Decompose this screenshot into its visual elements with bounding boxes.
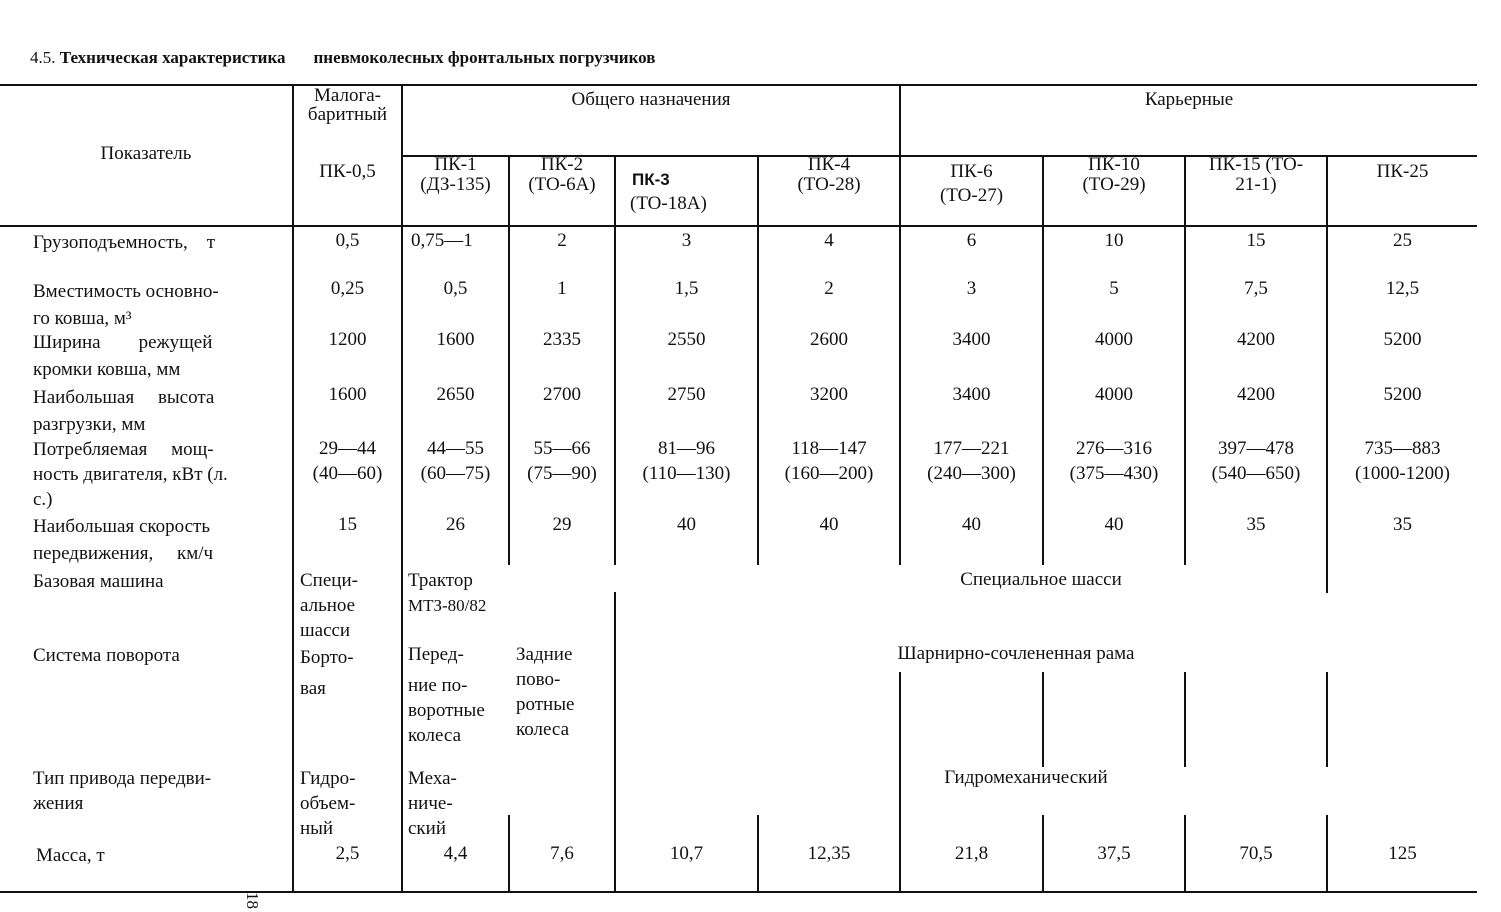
- model-pk-6: ПК-6 (ТО-27): [939, 161, 1004, 206]
- page-number: 18: [243, 892, 262, 909]
- cell-capacity-1: 0,5: [335, 230, 360, 251]
- cell-bucket-5: 2: [824, 278, 834, 299]
- cell-height-3: 2700: [543, 384, 581, 405]
- turn-value-small: Борто- вая: [300, 647, 354, 699]
- cell-speed-5: 40: [819, 514, 839, 535]
- cell-height-4: 2750: [667, 384, 706, 405]
- cell-line: (240—300): [927, 463, 1016, 484]
- base-value-special-chassis: Специальное шасси: [960, 569, 1122, 590]
- cell-bucket-8: 7,5: [1244, 278, 1268, 299]
- cell-line: (75—90): [527, 463, 597, 484]
- col-divider-3a: [508, 155, 510, 565]
- cell-mass-9: 125: [1388, 843, 1417, 864]
- cell-bucket-7: 5: [1109, 278, 1119, 299]
- cell-line: 44—55: [427, 438, 484, 459]
- model-pk-10: ПК-10 (ТО-29): [1082, 154, 1146, 195]
- cell-height-6: 3400: [952, 384, 991, 405]
- cell-line: 118—147: [791, 438, 867, 459]
- model-pk-1: ПК-1 (ДЗ-135): [420, 154, 491, 195]
- cell-line: (1000-1200): [1355, 463, 1450, 484]
- row-label-base: Базовая машина: [33, 571, 164, 592]
- model-pk-0-5: ПК-0,5: [319, 161, 376, 182]
- col-divider-1: [292, 84, 294, 892]
- cell-width-3: 2335: [543, 329, 581, 350]
- cell-bucket-9: 12,5: [1385, 278, 1420, 299]
- cell-line: 735—883: [1364, 438, 1441, 459]
- cell-capacity-5: 4: [824, 230, 834, 251]
- col-divider-8b: [1184, 672, 1186, 767]
- col-divider-8a: [1184, 155, 1186, 565]
- base-value-small: Специ- альное шасси: [300, 570, 358, 641]
- cell-power-2: [403, 436, 508, 486]
- row-label-capacity: Грузоподъемность, т: [33, 232, 216, 253]
- cell-capacity-7: 10: [1104, 230, 1124, 251]
- cell-capacity-8: 15: [1246, 230, 1266, 251]
- cell-capacity-2: 0,75—1: [411, 230, 473, 251]
- cell-speed-4: 40: [677, 514, 696, 535]
- cell-power-9: [1328, 436, 1477, 486]
- cell-line: 276—316: [1076, 438, 1152, 459]
- cell-power-7: [1044, 436, 1184, 486]
- col-divider-6a: [899, 84, 901, 565]
- cell-width-9: 5200: [1383, 329, 1422, 350]
- cell-speed-8: 35: [1246, 514, 1266, 535]
- cell-bucket-1: 0,25: [330, 278, 365, 299]
- header-group-general: Общего назначения: [571, 89, 731, 110]
- cell-power-6: [901, 436, 1042, 486]
- cell-bucket-4: 1,5: [674, 278, 699, 299]
- model-pk-25: ПК-25: [1376, 161, 1429, 182]
- cell-power-4: [616, 436, 757, 486]
- cell-capacity-9: 25: [1393, 230, 1412, 251]
- row-label-bucket: Вместимость основно- го ковша, м³: [33, 281, 219, 329]
- cell-height-7: 4000: [1095, 384, 1133, 405]
- cell-height-8: 4200: [1237, 384, 1275, 405]
- cell-bucket-2: 0,5: [443, 278, 468, 299]
- caption-number: 4.5.: [30, 48, 56, 67]
- cell-width-7: 4000: [1095, 329, 1133, 350]
- cell-line: (40—60): [312, 463, 383, 484]
- cell-width-4: 2550: [667, 329, 706, 350]
- cell-mass-8: 70,5: [1239, 843, 1273, 864]
- header-bottom-rule: [0, 225, 1477, 227]
- cell-height-9: 5200: [1383, 384, 1422, 405]
- cell-mass-5: 12,35: [807, 843, 851, 864]
- turn-value-rear-wheels: Задние пово- ротные колеса: [516, 644, 575, 740]
- caption-title-part2: пневмоколесных фронтальных погрузчиков: [313, 48, 656, 67]
- cell-capacity-4: 3: [681, 230, 692, 251]
- row-label-power: Потребляемая мощ- ность двигателя, кВт (л. с.): [33, 439, 228, 510]
- cell-speed-9: 35: [1393, 514, 1412, 535]
- cell-line: (540—650): [1211, 463, 1301, 484]
- row-label-width: Ширина режущей кромки ковша, мм: [33, 332, 213, 380]
- cell-power-5: [759, 436, 899, 486]
- cell-width-2: 1600: [436, 329, 475, 350]
- col-divider-7a: [1042, 155, 1044, 565]
- cell-line: 397—478: [1218, 438, 1294, 459]
- cell-height-2: 2650: [436, 384, 475, 405]
- cell-line: (160—200): [784, 463, 874, 484]
- col-divider-2: [401, 84, 403, 892]
- cell-line: (60—75): [420, 463, 491, 484]
- col-divider-9b: [1326, 672, 1328, 767]
- cell-power-3: [510, 436, 614, 486]
- table-top-rule: [0, 84, 1477, 86]
- cell-mass-7: 37,5: [1097, 843, 1131, 864]
- header-indicator: Показатель: [100, 143, 192, 164]
- cell-width-1: 1200: [328, 329, 367, 350]
- cell-width-6: 3400: [952, 329, 991, 350]
- col-divider-7b: [1042, 672, 1044, 767]
- model-pk-4: ПК-4 (ТО-28): [797, 154, 861, 195]
- cell-speed-1: 15: [338, 514, 357, 535]
- drive-value-hydromechanical: Гидромеханический: [944, 767, 1108, 788]
- cell-height-5: 3200: [810, 384, 848, 405]
- cell-speed-3: 29: [552, 514, 572, 535]
- cell-bucket-3: 1: [557, 278, 567, 299]
- header-group-small: Малога- баритный: [307, 85, 388, 125]
- table-caption: [30, 48, 655, 68]
- turn-value-articulated-frame: Шарнирно-сочлененная рама: [897, 643, 1135, 664]
- drive-value-small: Гидро- объем- ный: [300, 768, 356, 839]
- row-label-mass: Масса, т: [36, 845, 105, 866]
- model-pk-2: ПК-2 (ТО-6А): [528, 154, 596, 195]
- row-label-turn: Система поворота: [33, 645, 180, 666]
- cell-speed-2: 26: [446, 514, 465, 535]
- table-bottom-rule: [0, 891, 1477, 893]
- row-label-speed: Наибольшая скорость передвижения, км/ч: [33, 516, 214, 564]
- col-divider-5a: [757, 155, 759, 565]
- cell-line: 55—66: [533, 438, 591, 459]
- cell-line: (375—430): [1069, 463, 1159, 484]
- col-divider-4a: [614, 155, 616, 565]
- row-label-height: Наибольшая высота разгрузки, мм: [33, 387, 215, 435]
- cell-mass-1: 2,5: [335, 843, 360, 864]
- cell-mass-6: 21,8: [954, 843, 989, 864]
- cell-line: 29—44: [319, 438, 376, 459]
- drive-value-mechanical: Меха- ниче- ский: [408, 768, 457, 839]
- header-group-quarry: Карьерные: [1144, 89, 1234, 110]
- row-label-drive: Тип привода передви- жения: [33, 768, 212, 814]
- model-pk-15: ПК-15 (ТО- 21-1): [1208, 154, 1304, 195]
- cell-line: (110—130): [642, 463, 731, 484]
- cell-capacity-3: 2: [557, 230, 567, 251]
- cell-capacity-6: 6: [966, 230, 977, 251]
- cell-width-5: 2600: [810, 329, 848, 350]
- cell-mass-2: 4,4: [443, 843, 468, 864]
- cell-mass-4: 10,7: [669, 843, 704, 864]
- cell-bucket-6: 3: [966, 278, 977, 299]
- turn-value-front-wheels: Перед- ние по- воротные колеса: [408, 644, 485, 746]
- cell-width-8: 4200: [1237, 329, 1275, 350]
- cell-line: 177—221: [933, 438, 1010, 459]
- cell-power-1: [294, 436, 401, 486]
- cell-mass-3: 7,6: [550, 843, 574, 864]
- cell-speed-6: 40: [962, 514, 981, 535]
- cell-power-8: [1186, 436, 1326, 486]
- caption-title-part1: Техническая характеристика: [59, 48, 286, 67]
- cell-speed-7: 40: [1104, 514, 1124, 535]
- model-pk-3: ПК-3 (ТО-18А): [630, 170, 707, 214]
- cell-height-1: 1600: [328, 384, 367, 405]
- base-value-tractor: Трактор МТЗ-80/82: [408, 570, 487, 615]
- cell-line: 81—96: [658, 438, 715, 459]
